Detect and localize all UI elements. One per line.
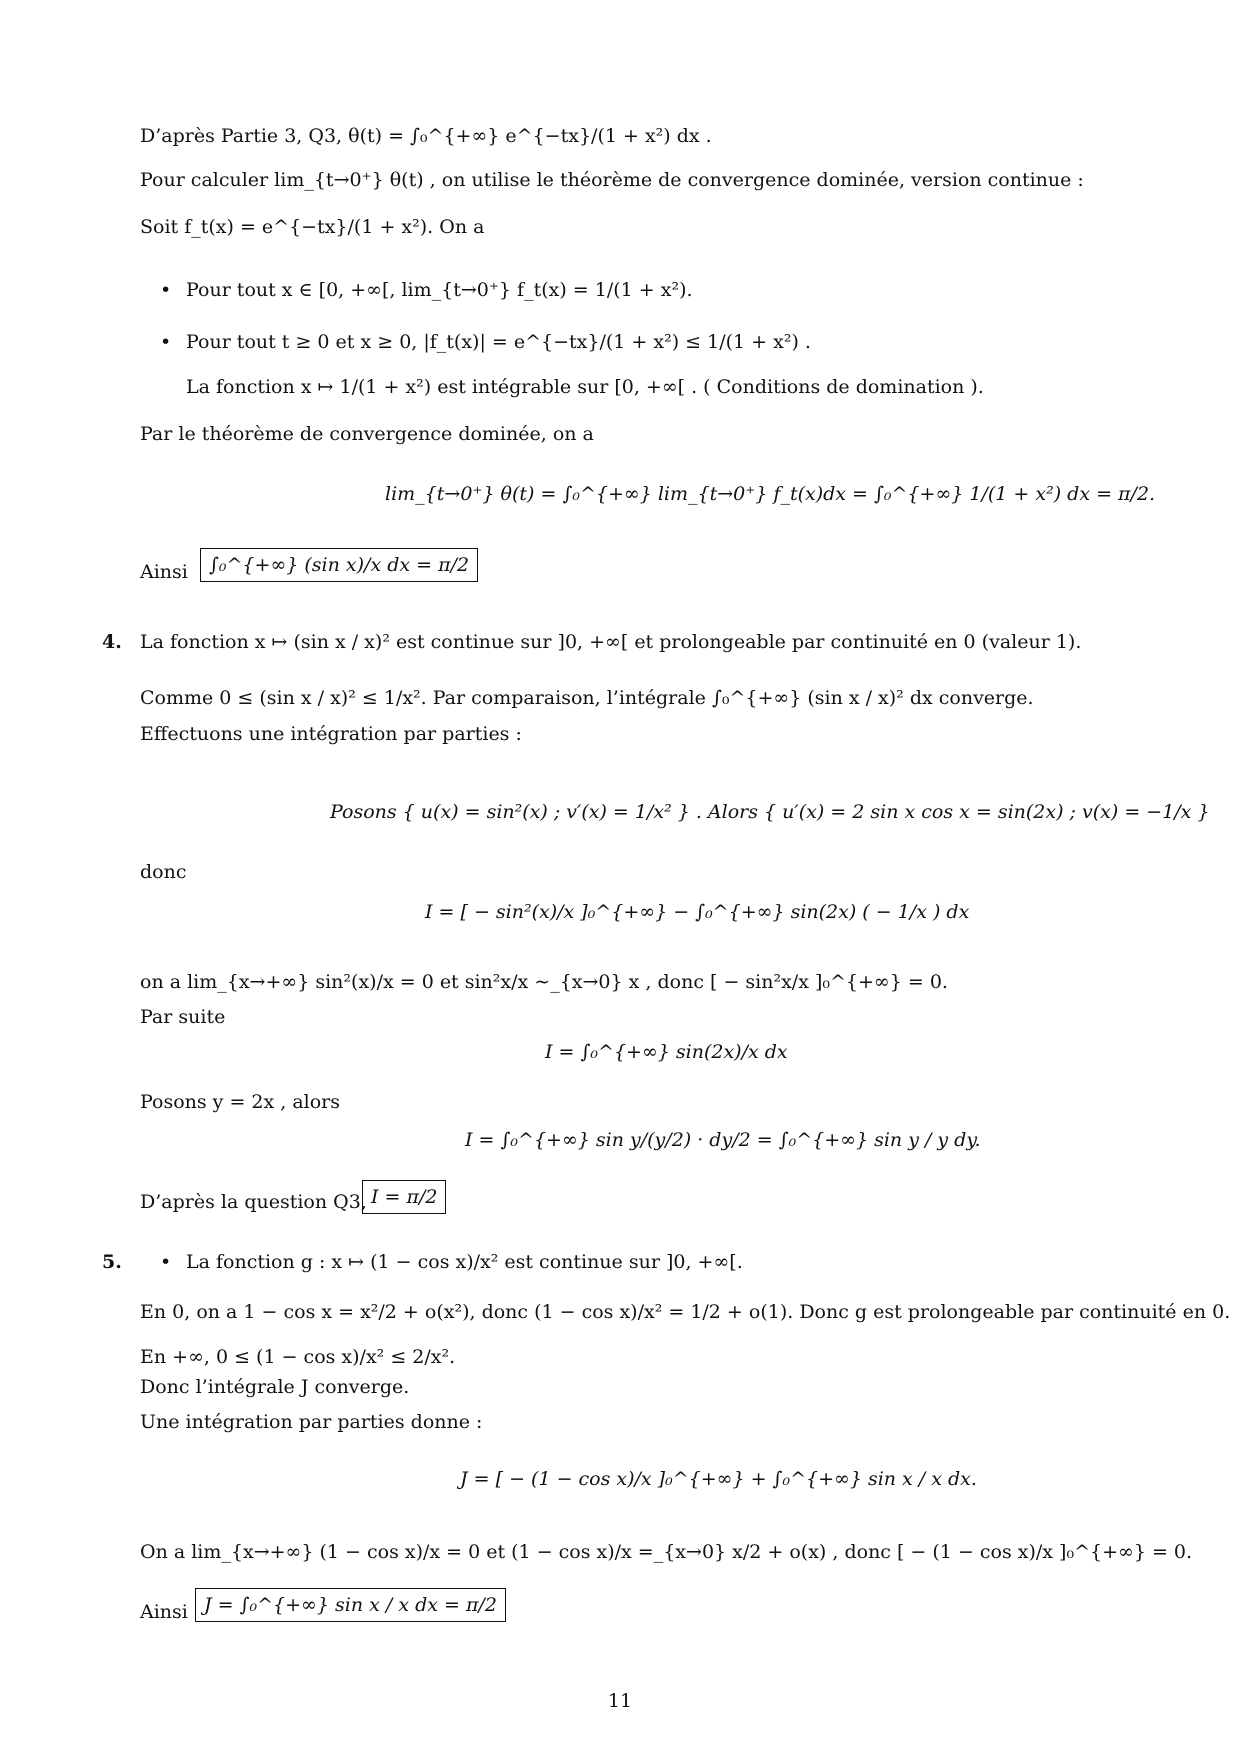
page-number: 11 <box>607 1690 633 1712</box>
q4-line-posons-y: Posons y = 2x , alors <box>140 1091 341 1113</box>
line-soit-ft: Soit f_t(x) = e^{−tx}/(1 + x²). On a <box>140 216 485 238</box>
question-5-number: 5. <box>102 1251 122 1273</box>
q4-donc: donc <box>140 861 187 883</box>
q4-par-suite: Par suite <box>140 1006 226 1028</box>
q4-equation-ipp: I = [ − sin²(x)/x ]₀^{+∞} − ∫₀^{+∞} sin(2x) ( − 1/x ) dx <box>425 901 970 923</box>
q4-posons-system: Posons { u(x) = sin²(x) ; v′(x) = 1/x² } . Alors { u′(x) = 2 sin x cos x = sin(2x) ; v(x) = −1/x } <box>330 801 1210 823</box>
q5-equation-ipp: J = [ − (1 − cos x)/x ]₀^{+∞} + ∫₀^{+∞} sin x / x dx. <box>460 1468 977 1490</box>
line-theta-def: D’après Partie 3, Q3, θ(t) = ∫₀^{+∞} e^{−tx}/(1 + x²) dx . <box>140 125 712 147</box>
question-4-number: 4. <box>102 631 122 653</box>
q5-line-converge: Donc l’intégrale J converge. <box>140 1376 410 1398</box>
q4-line-limits: on a lim_{x→+∞} sin²(x)/x = 0 et sin²x/x ∼_{x→0} x , donc [ − sin²x/x ]₀^{+∞} = 0. <box>140 971 948 993</box>
bullet-domination: • Pour tout t ≥ 0 et x ≥ 0, |f_t(x)| = e^{−tx}/(1 + x²) ≤ 1/(1 + x²) . <box>186 330 811 354</box>
boxed-result-dirichlet <box>200 548 478 582</box>
q4-line-comparison: Comme 0 ≤ (sin x / x)² ≤ 1/x². Par comparaison, l’intégrale ∫₀^{+∞} (sin x / x)² dx converge. <box>140 687 1034 709</box>
q4-equation-sin2x: I = ∫₀^{+∞} sin(2x)/x dx <box>545 1041 788 1063</box>
q5-line-ipp: Une intégration par parties donne : <box>140 1411 483 1433</box>
q4-equation-change-var: I = ∫₀^{+∞} sin y/(y/2) · dy/2 = ∫₀^{+∞} sin y / y dy. <box>465 1129 981 1151</box>
ainsi-label-1: Ainsi <box>140 561 188 583</box>
line-calculer: Pour calculer lim_{t→0⁺} θ(t) , on utilise le théorème de convergence dominée, version continue : <box>140 169 1084 191</box>
q4-line-continuity: La fonction x ↦ (sin x / x)² est continue sur ]0, +∞[ et prolongeable par continuité en 0 (valeur 1). <box>140 631 1082 653</box>
q4-line-ipp: Effectuons une intégration par parties : <box>140 723 522 745</box>
q4-boxed-result <box>362 1180 446 1214</box>
q4-result-box: I = π/2 <box>362 1180 446 1214</box>
equation-limit-theta: lim_{t→0⁺} θ(t) = ∫₀^{+∞} lim_{t→0⁺} f_t(x)dx = ∫₀^{+∞} 1/(1 + x²) dx = π/2. <box>385 483 1156 505</box>
result-box: ∫₀^{+∞} (sin x)/x dx = π/2 <box>200 548 478 582</box>
q5-line-limits: On a lim_{x→+∞} (1 − cos x)/x = 0 et (1 − cos x)/x =_{x→0} x/2 + o(x) , donc [ − (1 − cos x)/x ]₀^{+∞} = 0. <box>140 1541 1193 1563</box>
bullet-limit: • Pour tout x ∈ [0, +∞[, lim_{t→0⁺} f_t(x) = 1/(1 + x²). <box>186 278 693 302</box>
q5-result-box: J = ∫₀^{+∞} sin x / x dx = π/2 <box>195 1588 506 1622</box>
line-integrable: La fonction x ↦ 1/(1 + x²) est intégrable sur [0, +∞[ . ( Conditions de domination ). <box>186 376 984 398</box>
q5-ainsi-label: Ainsi <box>140 1601 188 1623</box>
q5-line-en-0: En 0, on a 1 − cos x = x²/2 + o(x²), donc (1 − cos x)/x² = 1/2 + o(1). Donc g est prolongeable par continuité en 0. <box>140 1301 1231 1323</box>
q5-boxed-result <box>195 1588 506 1622</box>
line-par-theoreme: Par le théorème de convergence dominée, on a <box>140 423 594 445</box>
q4-line-dapres: D’après la question Q3, <box>140 1191 367 1213</box>
q5-bullet-g: • La fonction g : x ↦ (1 − cos x)/x² est continue sur ]0, +∞[. <box>186 1250 743 1274</box>
q5-line-en-inf: En +∞, 0 ≤ (1 − cos x)/x² ≤ 2/x². <box>140 1346 456 1368</box>
